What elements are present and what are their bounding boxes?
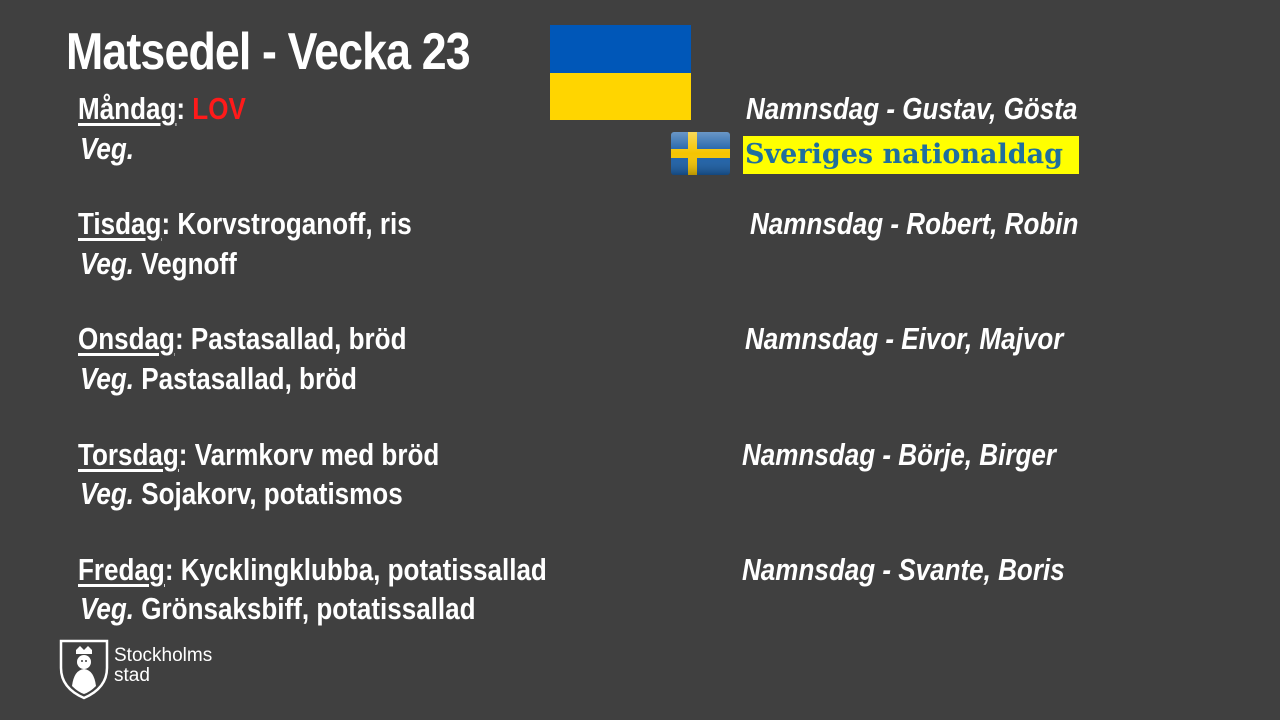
day-name: Onsdag <box>78 321 175 356</box>
veg-label: Veg. <box>80 476 135 511</box>
page-title: Matsedel - Vecka 23 <box>66 23 470 81</box>
nameday-tuesday: Namnsdag - Robert, Robin <box>750 206 1079 241</box>
sweden-flag-icon <box>671 132 730 175</box>
veg-label: Veg. <box>80 361 135 396</box>
veg-meal: Pastasallad, bröd <box>134 361 357 396</box>
nameday-thursday: Namnsdag - Börje, Birger <box>742 437 1057 472</box>
veg-label: Veg. <box>80 131 135 166</box>
veg-wednesday <box>80 361 357 397</box>
meal: LOV <box>192 91 246 126</box>
stockholm-crest-icon <box>58 638 110 700</box>
meal: Kycklingklubba, potatissallad <box>180 552 547 587</box>
veg-friday <box>80 591 476 627</box>
meal: Varmkorv med bröd <box>194 437 440 472</box>
veg-meal: Grönsaksbiff, potatissallad <box>134 591 476 626</box>
veg-meal: Vegnoff <box>134 246 237 281</box>
day-wednesday: Onsdag: Pastasallad, bröd <box>78 321 407 356</box>
veg-monday <box>80 131 134 167</box>
veg-tuesday <box>80 246 237 282</box>
day-name: Torsdag <box>78 437 179 472</box>
day-thursday: Torsdag: Varmkorv med bröd <box>78 437 440 472</box>
day-friday: Fredag: Kycklingklubba, potatissallad <box>78 552 547 587</box>
day-tuesday: Tisdag: Korvstroganoff, ris <box>78 206 412 241</box>
city-logo-text: Stockholms stad <box>114 645 213 686</box>
veg-meal: Sojakorv, potatismos <box>134 476 403 511</box>
meal: Pastasallad, bröd <box>190 321 407 356</box>
nameday-friday: Namnsdag - Svante, Boris <box>742 552 1065 587</box>
day-name: Fredag <box>78 552 165 587</box>
veg-label: Veg. <box>80 246 135 281</box>
holiday-banner: Sveriges nationaldag <box>743 136 1079 174</box>
meal: Korvstroganoff, ris <box>177 206 412 241</box>
day-name: Tisdag <box>78 206 162 241</box>
day-monday: Måndag: LOV <box>78 91 246 126</box>
nameday-wednesday: Namnsdag - Eivor, Majvor <box>745 321 1064 356</box>
veg-thursday <box>80 476 403 512</box>
ukraine-flag-icon <box>550 25 691 120</box>
nameday-monday: Namnsdag - Gustav, Gösta <box>746 91 1078 126</box>
day-name: Måndag <box>78 91 177 126</box>
veg-label: Veg. <box>80 591 135 626</box>
